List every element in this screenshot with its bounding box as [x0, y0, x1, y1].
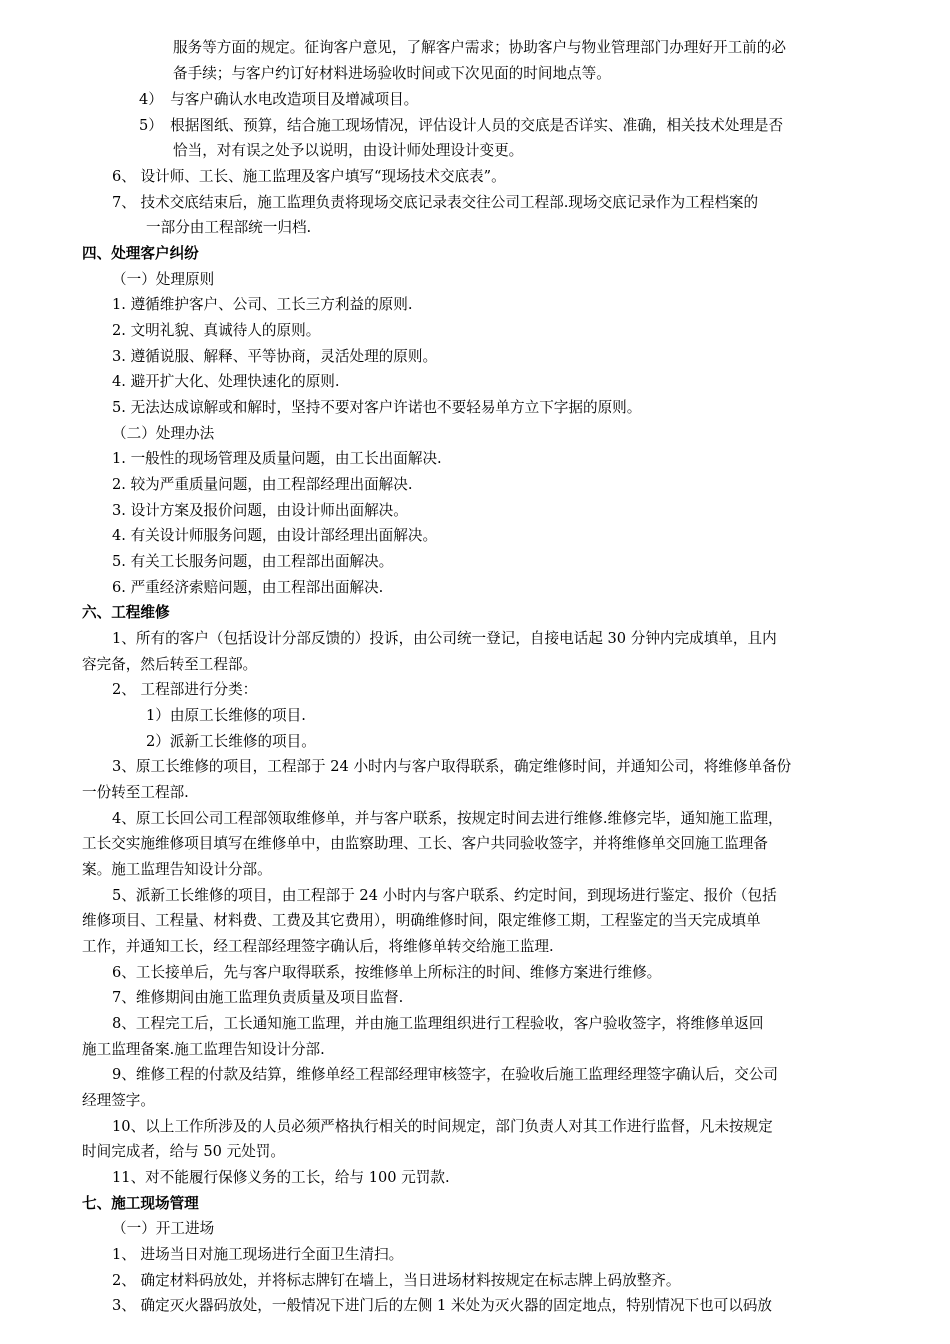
text-line: 4、原工长回公司工程部领取维修单，并与客户联系，按规定时间去进行维修.维修完毕，通知施工监理， [112, 810, 783, 827]
text-line: 工长交实施维修项目填写在维修单中，由监察助理、工长、客户共同验收签字，并将维修单交回施工监理备 [82, 835, 768, 852]
text-line: 案。施工监理告知设计分部。 [82, 861, 272, 878]
text-line: 备手续；与客户约订好材料进场验收时间或下次见面的时间地点等。 [173, 65, 611, 82]
section-heading: 六、工程维修 [82, 604, 170, 621]
text-line: 5、派新工长维修的项目，由工程部于 24 小时内与客户联系、约定时间，到现场进行鉴定、报价（包括 [112, 887, 777, 904]
text-line: （一）处理原则 [112, 271, 215, 288]
text-line: 容完备，然后转至工程部。 [82, 656, 258, 673]
text-line: 2、 工程部进行分类： [112, 681, 258, 698]
text-line: 服务等方面的规定。征询客户意见，了解客户需求；协助客户与物业管理部门办理好开工前的必 [173, 39, 786, 56]
text-line: 2. 较为严重质量问题，由工程部经理出面解决. [112, 476, 413, 493]
text-line: 1. 一般性的现场管理及质量问题，由工长出面解决. [112, 450, 442, 467]
section-heading: 四、处理客户纠纷 [82, 245, 199, 262]
text-line: 4. 有关设计师服务问题，由设计部经理出面解决。 [112, 527, 438, 544]
text-line: 1、所有的客户（包括设计分部反馈的）投诉，由公司统一登记，自接电话起 30 分钟内完成填单，且内 [112, 630, 777, 647]
text-line: 施工监理备案.施工监理告知设计分部. [82, 1041, 325, 1058]
text-line: 1）由原工长维修的项目. [146, 707, 306, 724]
text-line: 4. 避开扩大化、处理快速化的原则. [112, 373, 340, 390]
text-line: 5） 根据图纸、预算，结合施工现场情况，评估设计人员的交底是否详实、准确，相关技术处理是否 [139, 117, 784, 134]
text-line: 7、维修期间由施工监理负责质量及项目监督. [112, 989, 404, 1006]
text-line: （二）处理办法 [112, 425, 215, 442]
text-line: 11、对不能履行保修义务的工长，给与 100 元罚款. [112, 1169, 450, 1186]
text-line: 9、维修工程的付款及结算，维修单经工程部经理审核签字，在验收后施工监理经理签字确认后，交公司 [112, 1066, 779, 1083]
text-line: 5. 无法达成谅解或和解时，坚持不要对客户许诺也不要轻易单方立下字据的原则。 [112, 399, 642, 416]
text-line: 一部分由工程部统一归档. [146, 219, 312, 236]
text-line: 时间完成者，给与 50 元处罚。 [82, 1143, 285, 1160]
text-line: 10、以上工作所涉及的人员必须严格执行相关的时间规定，部门负责人对其工作进行监督，凡未按规定 [112, 1118, 773, 1135]
text-line: 经理签字。 [82, 1092, 155, 1109]
text-line: 8、工程完工后，工长通知施工监理，并由施工监理组织进行工程验收，客户验收签字，将维修单返回 [112, 1015, 764, 1032]
text-line: 3、原工长维修的项目，工程部于 24 小时内与客户取得联系，确定维修时间，并通知公司，将维修单备份 [112, 758, 792, 775]
text-line: 2）派新工长维修的项目。 [146, 733, 316, 750]
text-line: 3、 确定灭火器码放处，一般情况下进门后的左侧 1 米处为灭火器的固定地点，特别情况下也可以码放 [112, 1297, 773, 1314]
text-line: 7、 技术交底结束后，施工监理负责将现场交底记录表交往公司工程部.现场交底记录作为工程档案的 [112, 194, 759, 211]
text-line: 3. 设计方案及报价问题，由设计师出面解决。 [112, 502, 408, 519]
text-line: （一）开工进场 [112, 1220, 215, 1237]
text-line: 一份转至工程部. [82, 784, 189, 801]
text-line: 恰当，对有误之处予以说明，由设计师处理设计变更。 [173, 142, 524, 159]
text-line: 6、 设计师、工长、施工监理及客户填写“现场技术交底表”。 [112, 168, 506, 185]
text-line: 5. 有关工长服务问题，由工程部出面解决。 [112, 553, 394, 570]
text-line: 4） 与客户确认水电改造项目及增减项目。 [139, 91, 419, 108]
text-line: 3. 遵循说服、解释、平等协商，灵活处理的原则。 [112, 348, 438, 365]
text-line: 1. 遵循维护客户、公司、工长三方利益的原则. [112, 296, 413, 313]
text-line: 工作，并通知工长，经工程部经理签字确认后，将维修单转交给施工监理. [82, 938, 554, 955]
text-line: 2. 文明礼貌、真诚待人的原则。 [112, 322, 321, 339]
section-heading: 七、施工现场管理 [82, 1195, 199, 1212]
text-line: 维修项目、工程量、材料费、工费及其它费用），明确维修时间，限定维修工期，工程鉴定的当天完成填单 [82, 912, 761, 929]
text-line: 6、工长接单后，先与客户取得联系，按维修单上所标注的时间、维修方案进行维修。 [112, 964, 662, 981]
text-line: 6. 严重经济索赔问题，由工程部出面解决. [112, 579, 384, 596]
text-line: 2、 确定材料码放处，并将标志牌钉在墙上，当日进场材料按规定在标志牌上码放整齐。 [112, 1272, 681, 1289]
text-line: 1、 进场当日对施工现场进行全面卫生清扫。 [112, 1246, 404, 1263]
